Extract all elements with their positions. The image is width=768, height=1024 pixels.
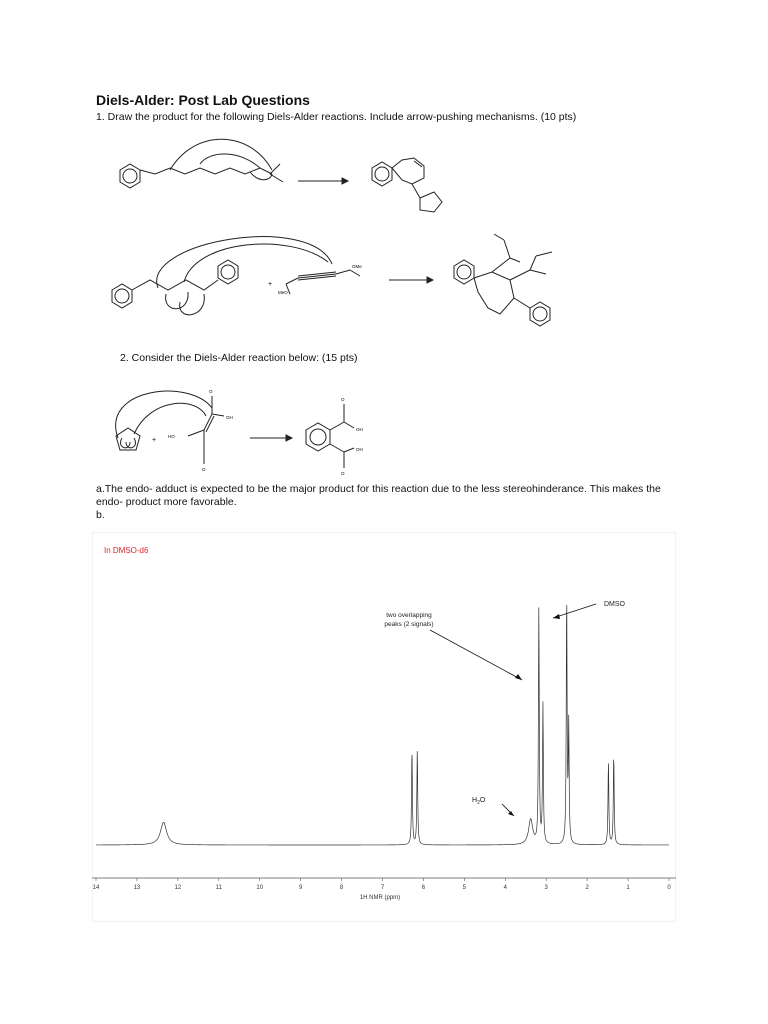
x-tick-label: 7	[380, 885, 385, 891]
page-title: Diels-Alder: Post Lab Questions	[96, 92, 310, 108]
answer-b: b.	[96, 509, 105, 521]
o-label: O	[209, 389, 213, 394]
question-1: 1. Draw the product for the following Diels-Alder reactions. Include arrow-pushing mechanisms. (10 pts)	[96, 111, 577, 123]
question-2: 2. Consider the Diels-Alder reaction below: (15 pts)	[120, 352, 358, 364]
x-tick-label: 3	[544, 885, 548, 891]
x-tick-label: 12	[174, 885, 182, 891]
ome-label: OMe	[352, 264, 362, 269]
reaction-1-scheme	[100, 130, 520, 220]
answer-a: a.The endo- adduct is expected to be the major product for this reaction due to the less stereohinderance. This makes the endo- product more favorable.	[96, 483, 661, 508]
cyclohexadiene-ring	[474, 272, 514, 314]
x-tick-label: 14	[92, 885, 100, 891]
oh-label: OH	[356, 427, 363, 432]
annotation-dmso: DMSO	[604, 601, 625, 608]
nmr-spectrum-chart	[92, 532, 676, 922]
x-tick-label: 9	[298, 885, 303, 891]
x-tick-label: 10	[256, 885, 264, 891]
spectrum-frame	[92, 532, 676, 922]
solvent-label: In DMSO-d6	[104, 546, 149, 555]
curved-arrow	[157, 237, 332, 288]
x-tick-label: 1	[626, 885, 630, 891]
meo-label: MeO	[278, 290, 288, 295]
oh-label: OH	[356, 447, 363, 452]
curved-arrow	[134, 403, 206, 434]
aromatic-circle	[123, 169, 137, 183]
annotation-water: $H_2O$	[472, 797, 486, 806]
o-label: O	[202, 467, 206, 472]
x-tick-label: 13	[133, 885, 141, 891]
plus-sign: +	[152, 437, 157, 444]
oh-label: OH	[226, 415, 233, 420]
o-label: O	[341, 471, 345, 476]
x-tick-label: 6	[421, 885, 426, 891]
curved-arrow	[116, 391, 212, 438]
cyclohexene-ring	[392, 158, 424, 184]
x-tick-label: 2	[585, 885, 589, 891]
x-tick-label: 5	[462, 885, 467, 891]
curved-arrow	[166, 292, 188, 309]
annotation-overlap-line2: peaks (2 signals)	[384, 621, 434, 628]
reaction-3-scheme	[100, 378, 390, 478]
polyene-chain	[140, 168, 272, 174]
x-tick-label: 0	[667, 885, 671, 891]
plus-sign: +	[268, 281, 273, 288]
cyclopentane-ring	[420, 192, 442, 212]
o-label: O	[341, 397, 345, 402]
curved-arrow	[180, 294, 205, 315]
ho-label: HO	[168, 434, 175, 439]
curved-arrow	[184, 244, 328, 282]
x-axis-label: 1H NMR (ppm)	[359, 895, 401, 901]
annotation-overlap-line1: two overlapping	[386, 612, 432, 619]
curved-arrow	[200, 154, 260, 168]
curved-arrow	[250, 172, 272, 180]
x-tick-label: 4	[503, 885, 507, 891]
x-tick-label: 8	[339, 885, 344, 891]
x-tick-label: 11	[215, 885, 222, 891]
reaction-2-scheme	[100, 222, 620, 330]
